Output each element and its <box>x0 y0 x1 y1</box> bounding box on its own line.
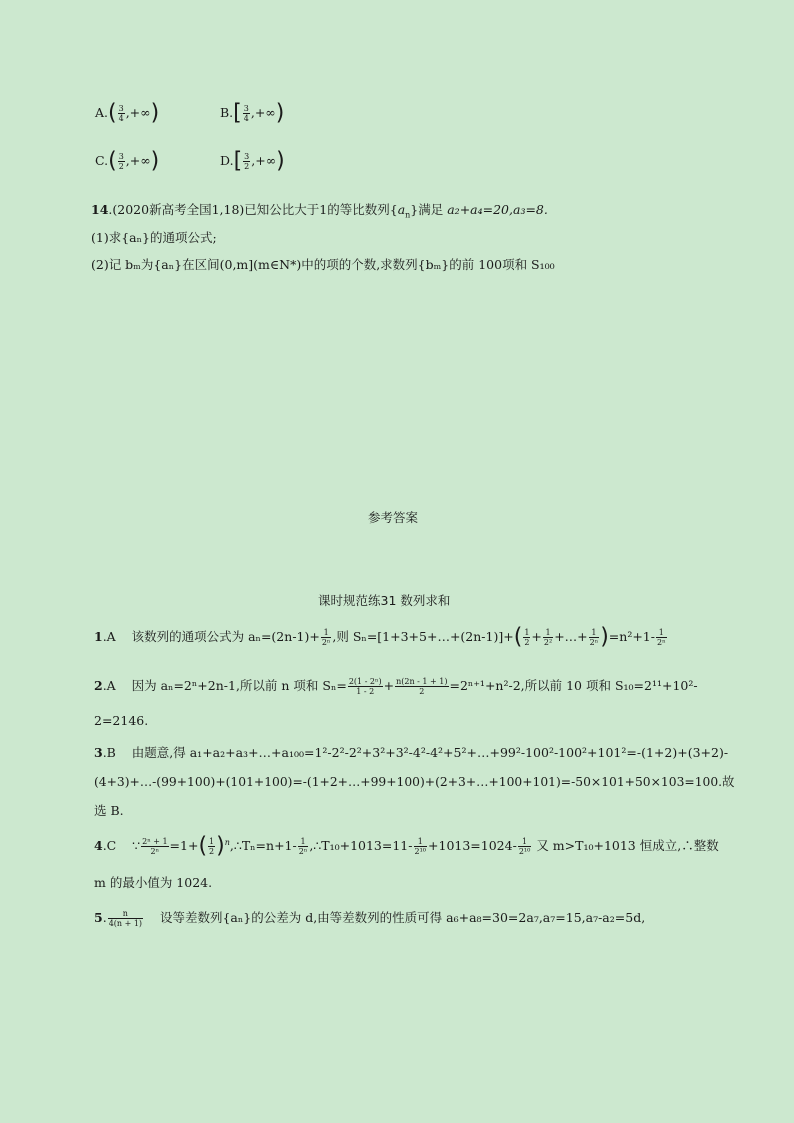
open-paren-icon: ( <box>198 833 208 859</box>
answer-4-mid3: +1013=1024- <box>428 838 517 853</box>
fraction-1-over-2n: $\frac{1}{\text{2ⁿ}}$ <box>298 837 308 856</box>
answer-letter: .B <box>102 745 116 760</box>
option-c <box>95 148 160 174</box>
open-bracket-icon: [ <box>233 148 243 174</box>
close-paren-icon: ) <box>600 624 609 650</box>
fraction-3-2: $\frac{3}{2}$ <box>244 152 250 171</box>
question-14-part2: (2)记 bₘ为{aₙ}在区间(0,m](m∈N*)中的项的个数,求数列{bₘ}的前 100项和 S₁₀₀ <box>91 257 555 272</box>
question-14-line1 <box>91 200 548 220</box>
question-condition: a₂+a₄=20,a₃=8. <box>447 202 548 217</box>
answer-2-mid: =2ⁿ⁺¹+n²-2,所以前 10 项和 S₁₀=2¹¹+10²- <box>449 678 698 693</box>
open-bracket-icon: [ <box>233 100 242 126</box>
close-paren-icon: ) <box>276 148 285 174</box>
answer-2-text: 因为 aₙ=2ⁿ+2n-1,所以前 n 项和 Sₙ= <box>131 678 347 693</box>
option-b-label: B. <box>220 105 234 120</box>
option-c-label: C. <box>95 153 109 168</box>
answer-2-line2: 2=2146. <box>94 713 149 728</box>
answer-number: 1 <box>94 629 103 644</box>
answer-letter: .C <box>102 838 117 853</box>
fraction-1-over-2n: $\frac{1}{\text{2ⁿ}}$ <box>321 628 331 647</box>
option-d <box>220 148 285 174</box>
answer-2: 2.A 因为 aₙ=2ⁿ+2n-1,所以前 n 项和 Sₙ= $\frac{\text{2(1 - 2ⁿ)}}{1 - 2}$ + $\frac{n(2n - 1 + 1)}{2}$ =2ⁿ⁺¹+n²-2,所以前 10 项和 S₁₀=2¹¹+10²- <box>94 677 698 696</box>
answer-4-mid2: ,∴T₁₀+1013=11- <box>309 838 413 853</box>
answer-number: 2 <box>94 678 103 693</box>
fraction-1-over-2-10: $\frac{1}{\text{2¹⁰}}$ <box>414 837 427 856</box>
answer-3-line1: 由题意,得 a₁+a₂+a₃+…+a₁₀₀=1²-2²-2²+3²+3²-4²-4²+5²+…+99²-100²-100²+101²=-(1+2)+(3+2)- <box>131 745 729 760</box>
option-b <box>220 100 285 126</box>
fraction-1-over-2n: $\frac{1}{\text{2ⁿ}}$ <box>589 628 599 647</box>
answer-4-eq: =1+ <box>169 838 199 853</box>
fraction-n-over-4n-plus-1: $\frac{n}{4(n + 1)}$ <box>108 909 143 928</box>
fraction-1-over-2n: $\frac{1}{\text{2ⁿ}}$ <box>656 628 666 647</box>
fraction-geometric-sum: $\frac{\text{2(1 - 2ⁿ)}}{1 - 2}$ <box>348 677 382 696</box>
open-paren-icon: ( <box>513 624 523 650</box>
fraction-1-over-4: $\frac{1}{\text{2²}}$ <box>543 628 553 647</box>
close-paren-icon: ) <box>275 100 285 126</box>
question-intro: .(2020新高考全国1,18)已知公比大于1的等比数列{ <box>108 202 398 217</box>
close-paren-icon: ) <box>150 100 160 126</box>
answers-title: 参考答案 <box>368 510 419 525</box>
answer-number: 5 <box>94 910 103 925</box>
question-mid: }满足 <box>410 202 444 217</box>
fraction-3-4: $\frac{3}{4}$ <box>118 104 124 123</box>
infinity-text: ,+∞ <box>125 105 151 120</box>
fraction-arithmetic-sum: $\frac{n(2n - 1 + 1)}{2}$ <box>396 677 448 696</box>
answer-1-mid: ,则 Sₙ=[1+3+5+…+(2n-1)]+ <box>332 629 514 644</box>
answer-3-line2: (4+3)+…-(99+100)+(101+100)=-(1+2+…+99+100)+(2+3+…+100+101)=-50×101+50×103=100.故 <box>94 775 735 789</box>
answers-subtitle: 课时规范练31 数列求和 <box>318 593 451 608</box>
answer-number: 4 <box>94 838 103 853</box>
fraction-2n-plus-1: $\frac{\text{2ⁿ + 1}}{\text{2ⁿ}}$ <box>142 837 168 856</box>
close-paren-icon: ) <box>216 833 225 859</box>
fraction-3-4: $\frac{3}{4}$ <box>243 104 249 123</box>
answer-1-text: 该数列的通项公式为 aₙ=(2n-1)+ <box>131 629 320 644</box>
answer-4-line2: m 的最小值为 1024. <box>94 875 213 890</box>
seq-subscript: n <box>405 210 411 220</box>
answer-1: 1.A 该数列的通项公式为 aₙ=(2n-1)+ $\frac{1}{\text{2ⁿ}}$ ,则 Sₙ=[1+3+5+…+(2n-1)]+( $\frac{1}{2}$ + $\frac{1}{\text{2²}}$ +…+ $\frac{1}{\text{2ⁿ}}$ )=n²+1- $\frac{1}{\text{2ⁿ}}$ <box>94 624 666 650</box>
infinity-text: ,+∞ <box>125 153 151 168</box>
fraction-1-over-2-10: $\frac{1}{\text{2¹⁰}}$ <box>518 837 531 856</box>
option-d-label: D. <box>220 153 234 168</box>
answer-4-mid: ,∴Tₙ=n+1- <box>229 838 297 853</box>
close-paren-icon: ) <box>150 148 160 174</box>
seq-symbol: a <box>397 202 406 217</box>
fraction-1-over-2: $\frac{1}{2}$ <box>524 628 530 647</box>
answer-letter: .A <box>102 678 116 693</box>
infinity-text: ,+∞ <box>251 153 277 168</box>
answer-5-text: 设等差数列{aₙ}的公差为 d,由等差数列的性质可得 a₆+a₈=30=2a₇,a₇=15,a₇-a₂=5d, <box>159 910 646 925</box>
open-paren-icon: ( <box>108 100 117 126</box>
fraction-1-over-2: $\frac{1}{2}$ <box>209 837 215 856</box>
answer-4-pre: ∵ <box>132 838 141 853</box>
answer-3-line3: 选 B. <box>94 803 124 818</box>
answer-3 <box>94 743 728 761</box>
answer-4: 4.C ∵ $\frac{\text{2ⁿ + 1}}{\text{2ⁿ}}$ =1+( $\frac{1}{2}$ )$^n$,∴Tₙ=n+1- $\frac{1}{\text{2ⁿ}}$ ,∴T₁₀+1013=11- $\frac{1}{\text{2¹⁰}}$ +1013=1024- $\frac{1}{\text{2¹⁰}}$ 又 m>T₁₀+1013 恒成立,∴整数 <box>94 833 719 859</box>
answer-5: 5. $\frac{n}{4(n + 1)}$ 设等差数列{aₙ}的公差为 d,由等差数列的性质可得 a₆+a₈=30=2a₇,a₇=15,a₇-a₂=5d, <box>94 909 646 928</box>
fraction-3-2: $\frac{3}{2}$ <box>118 152 124 171</box>
option-a <box>95 100 160 126</box>
answer-1-tail: =n²+1- <box>608 629 655 644</box>
answer-letter: .A <box>102 629 116 644</box>
infinity-text: ,+∞ <box>250 105 276 120</box>
answer-1-dots: +…+ <box>554 629 588 644</box>
answer-number: 3 <box>94 745 103 760</box>
option-a-label: A. <box>95 105 109 120</box>
question-14-part1: (1)求{aₙ}的通项公式; <box>91 230 217 245</box>
open-paren-icon: ( <box>108 148 117 174</box>
answer-4-tail: 又 m>T₁₀+1013 恒成立,∴整数 <box>536 838 719 853</box>
question-number: 14 <box>91 202 109 217</box>
